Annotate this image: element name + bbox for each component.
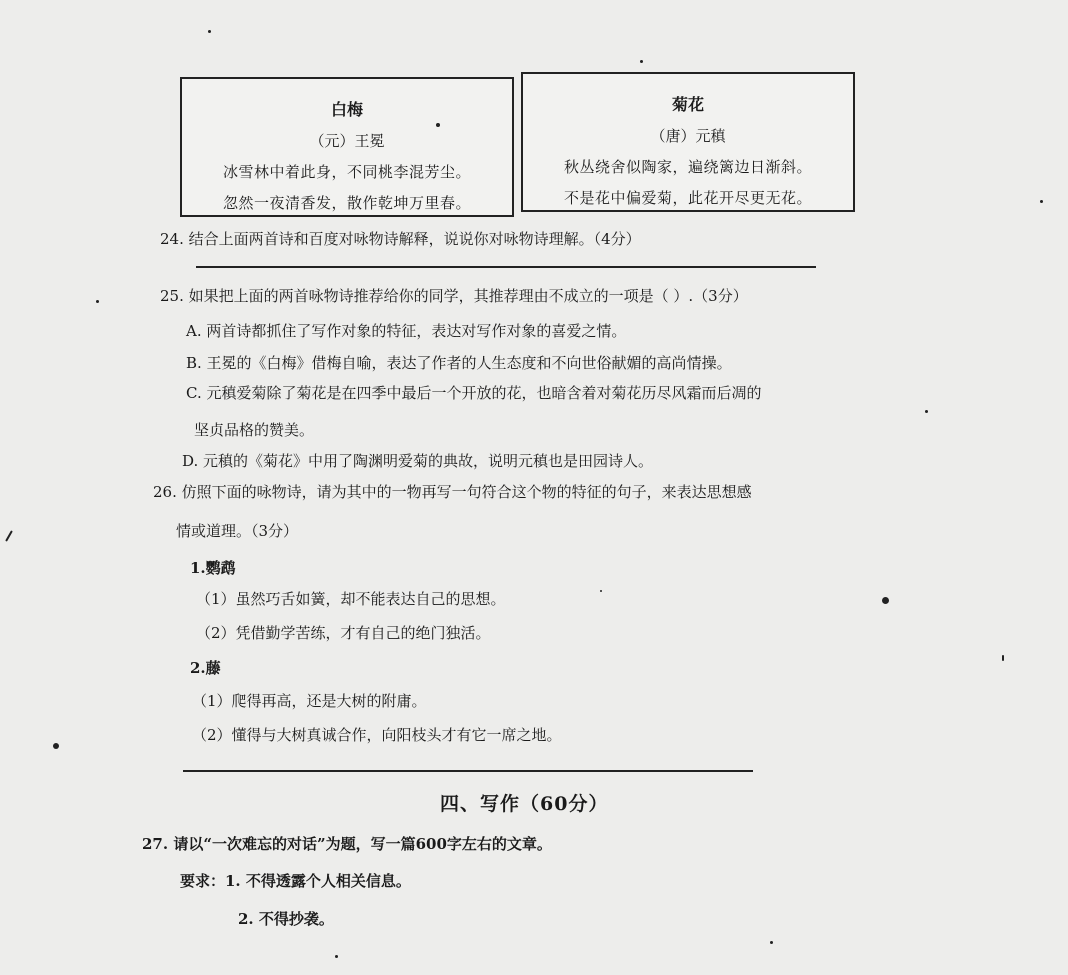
requirement-1: 要求：1. 不得透露个人相关信息。 <box>180 872 411 890</box>
question-25-option-d: D. 元稹的《菊花》中用了陶渊明爱菊的典故，说明元稹也是田园诗人。 <box>182 452 654 470</box>
question-27: 27. 请以“一次难忘的对话”为题，写一篇600字左右的文章。 <box>142 835 552 853</box>
example-2-title: 2.藤 <box>190 659 221 677</box>
question-25-option-a: A. 两首诗都抓住了写作对象的特征，表达对写作对象的喜爱之情。 <box>186 322 627 340</box>
requirement-2: 2. 不得抄袭。 <box>238 910 334 928</box>
poem-line: 忽然一夜清香发，散作乾坤万里春。 <box>222 194 471 212</box>
print-speck <box>1002 655 1004 661</box>
example-2-line-1: （1）爬得再高，还是大树的附庸。 <box>192 692 427 710</box>
question-26-stem: 26. 仿照下面的咏物诗，请为其中的一物再写一句符合这个物的特征的句子，来表达思想感 <box>153 483 752 501</box>
print-speck <box>640 60 643 63</box>
print-speck <box>96 300 99 303</box>
answer-line <box>196 266 816 268</box>
section-title: 四、写作（60分） <box>440 793 609 815</box>
poem-line: 冰雪林中着此身，不同桃李混芳尘。 <box>222 163 471 181</box>
print-speck <box>882 597 889 604</box>
question-25-option-b: B. 王冕的《白梅》借梅自喻，表达了作者的人生态度和不向世俗献媚的高尚情操。 <box>186 354 732 372</box>
poem-title: 菊花 <box>671 95 704 114</box>
poem-author: （唐）元稹 <box>650 127 726 145</box>
question-25-option-c: C. 元稹爱菊除了菊花是在四季中最后一个开放的花，也暗含着对菊花历尽风霜而后凋的 <box>186 384 762 402</box>
example-1-line-2: （2）凭借勤学苦练，才有自己的绝门独活。 <box>196 624 491 642</box>
print-speck <box>335 955 338 958</box>
example-1-line-1: （1）虽然巧舌如簧，却不能表达自己的思想。 <box>196 590 506 608</box>
print-speck <box>770 941 773 944</box>
print-speck <box>436 123 440 127</box>
poem-line: 秋丛绕舍似陶家，遍绕篱边日渐斜。 <box>563 158 812 176</box>
poem-line: 不是花中偏爱菊，此花开尽更无花。 <box>563 189 812 207</box>
poem-box-baimei <box>180 77 514 217</box>
print-speck <box>600 590 602 592</box>
example-2-line-2: （2）懂得与大树真诚合作，向阳枝头才有它一席之地。 <box>192 726 562 744</box>
question-25-stem: 25. 如果把上面的两首咏物诗推荐给你的同学，其推荐理由不成立的一项是（ ）.（3分） <box>160 287 748 305</box>
print-speck <box>1040 200 1043 203</box>
print-speck <box>208 30 211 33</box>
question-24: 24. 结合上面两首诗和百度对咏物诗解释，说说你对咏物诗理解。（4分） <box>160 230 641 248</box>
question-26-stem-cont: 情或道理。（3分） <box>176 522 299 540</box>
print-speck <box>53 743 59 749</box>
answer-line <box>183 770 753 772</box>
example-1-title: 1.鹦鹉 <box>190 559 236 577</box>
print-speck <box>925 410 928 413</box>
poem-title: 白梅 <box>330 100 363 119</box>
question-25-option-c-cont: 坚贞品格的赞美。 <box>194 421 315 439</box>
poem-author: （元）王冕 <box>309 132 385 150</box>
poem-box-juhua <box>521 72 855 212</box>
print-speck <box>5 530 13 541</box>
